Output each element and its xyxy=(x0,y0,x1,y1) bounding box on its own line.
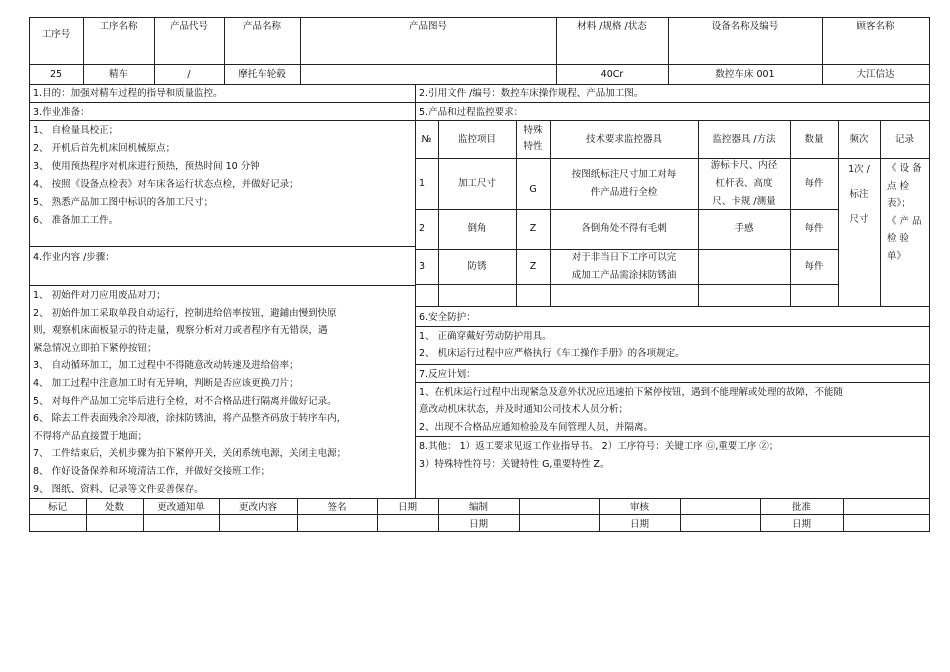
table-rule xyxy=(300,17,301,85)
table-rule xyxy=(556,17,557,85)
table-rule xyxy=(415,326,930,327)
monitor-row-no: 2 xyxy=(419,223,426,234)
monitor-row-tech: 各倒角处不得有毛刺 xyxy=(581,223,667,234)
header-label-4: 产品图号 xyxy=(408,21,447,32)
footer-label-8: 批准 xyxy=(791,502,811,513)
section1-title: 1.目的：加强对精车过程的指导和质量监控。 xyxy=(33,88,223,99)
monitor-row-tech: 对于非当日下工序可以完 成加工产品需涂抹防锈油 xyxy=(571,251,677,281)
list-item: 3、 自动循环加工，加工过程中不得随意改动转速及进给倍率； xyxy=(33,360,299,372)
table-rule xyxy=(224,17,225,85)
monitor-row-qty: 每件 xyxy=(804,177,824,189)
list-item: 紧急情况立即拍下紧停按钮； xyxy=(33,342,157,354)
section7-item: 2、出现不合格品应通知检验及车间管理人员，并隔离。 xyxy=(419,422,654,433)
table-rule xyxy=(668,17,669,85)
list-item: 7、 工件结束后，关机步骤为拍下紧停开关，关闭系统电源，关闭主电源； xyxy=(33,448,347,460)
section4-title: 4.作业内容 /步骤： xyxy=(33,252,115,263)
section7-item: 1、在机床运行过程中出现紧急及意外状况应迅速拍下紧停按钮，遇到不能理解或处理的故障，不能随 xyxy=(419,387,844,398)
table-rule xyxy=(29,514,930,515)
list-item: 1、 自检量具校正； xyxy=(33,125,119,136)
header-value-2: / xyxy=(187,69,191,80)
header-label-5: 材料 /规格 /状态 xyxy=(577,21,647,32)
table-rule xyxy=(843,498,844,532)
table-rule xyxy=(29,246,416,247)
table-rule xyxy=(929,17,930,532)
table-rule xyxy=(438,120,439,307)
header-label-6: 设备名称及编号 xyxy=(711,21,779,32)
header-label-3: 产品名称 xyxy=(242,21,281,32)
section3-title: 3.作业准备： xyxy=(33,107,90,118)
list-item: 2、 初始件加工采取单段自动运行，控制进给倍率按钮，避鋪由慢到快原 xyxy=(33,307,337,319)
header-value-3: 摩托车轮毂 xyxy=(238,69,286,80)
table-rule xyxy=(415,364,930,365)
list-item: 6、 除去工件表面残余冷却液，涂抹防锈油，将产品整齐码放于转序车内， xyxy=(33,413,347,425)
list-item: 8、 作好设备保养和环境清洁工作，并做好交接班工作； xyxy=(33,465,271,477)
list-item: 4、 按照《设备点检表》对车床各运行状态点检，并做好记录； xyxy=(33,179,299,190)
footer-label-0: 标记 xyxy=(47,502,67,513)
footer-label-6: 编制 xyxy=(468,502,488,513)
monitor-row-tech: 按图纸标注尺寸加工对每 件产品进行全检 xyxy=(571,168,677,198)
monitor-col-2: 特殊 特性 xyxy=(523,125,543,152)
monitor-row-no: 3 xyxy=(419,260,426,272)
table-rule xyxy=(29,285,416,286)
monitor-row-no: 1 xyxy=(419,177,426,189)
header-label-7: 顾客名称 xyxy=(856,21,895,32)
list-item: 4、 加工过程中注意加工时有无异响，判断是否应该更换刀片； xyxy=(33,377,299,389)
list-item: 1、 初始件对刀应用废品对刀； xyxy=(33,290,166,301)
monitor-row-special: Z xyxy=(529,260,537,272)
header-value-7: 大江信达 xyxy=(856,69,895,80)
footer-date-label: 日期 xyxy=(791,519,811,530)
list-item: 5、 对每件产品加工完毕后进行全检，对不合格品进行隔离并做好记录。 xyxy=(33,395,337,407)
header-label-process-no: 工序号 xyxy=(41,29,71,40)
footer-label-4: 签名 xyxy=(327,502,347,513)
table-rule xyxy=(29,531,930,532)
footer-date-label: 日期 xyxy=(629,519,649,530)
section4-list xyxy=(33,287,413,498)
monitor-row-special: G xyxy=(529,183,537,195)
footer-date-label: 日期 xyxy=(468,519,488,530)
monitor-frequency: 1次 / 标注 尺寸 xyxy=(848,164,870,225)
footer-label-2: 更改通知单 xyxy=(157,502,205,513)
list-item: 5、 熟悉产品加工图中标识的各加工尺寸； xyxy=(33,197,214,208)
table-rule xyxy=(29,102,930,103)
section6-item: 2、 机床运行过程中应严格执行《车工操作手册》的各项规定。 xyxy=(419,348,685,359)
list-item: 9、 图纸、资料、记录等文件妥善保存。 xyxy=(33,483,204,495)
table-rule xyxy=(29,17,930,18)
header-label-2: 产品代号 xyxy=(169,21,208,32)
section3-list xyxy=(33,122,413,230)
section2-title: 2.引用文件 /编号：数控车床操作规程、产品加工图。 xyxy=(419,88,644,99)
monitor-col-1: 监控项目 xyxy=(457,134,496,145)
header-value-4 xyxy=(302,68,554,82)
footer-label-1: 处数 xyxy=(104,502,124,513)
table-rule xyxy=(415,306,930,307)
table-rule xyxy=(415,120,416,307)
monitor-row-special: Z xyxy=(529,223,537,234)
monitor-row-item: 防锈 xyxy=(467,260,487,272)
section7-title: 7.反应计划： xyxy=(419,369,476,380)
table-rule xyxy=(29,17,30,532)
section5-title: 5.产品和过程监控要求： xyxy=(419,107,524,118)
header-value-1: 精车 xyxy=(108,69,128,80)
table-rule xyxy=(680,498,681,532)
table-rule xyxy=(519,498,520,532)
table-rule xyxy=(698,120,699,307)
footer-label-3: 更改内容 xyxy=(238,502,277,513)
monitor-row-item: 倒角 xyxy=(467,223,487,234)
monitor-col-4: 监控器具 /方法 xyxy=(712,134,776,145)
list-item: 不得将产品直接置于地面； xyxy=(33,430,148,442)
table-rule xyxy=(29,120,416,121)
monitor-col-3: 技术要求监控器具 xyxy=(585,134,662,145)
list-item: 则，观察机床面板显示的待走量，观察分析对刀或者程序有无错误，遇 xyxy=(33,325,328,337)
footer-label-7: 审核 xyxy=(629,502,649,513)
monitor-col-7: 记录 xyxy=(894,134,914,145)
list-item: 2、 开机后首先机床回机械原点； xyxy=(33,143,176,154)
monitor-record: 《 设 备 点 检 表》； 《 产 品 检 验 单》 xyxy=(887,163,922,262)
table-rule xyxy=(415,382,930,383)
table-rule xyxy=(29,498,930,499)
table-rule xyxy=(29,64,930,65)
monitor-row-tool: 游标卡尺、内径 杠杆表、高度 尺、卡规 /测量 xyxy=(710,159,778,207)
monitor-row-tool: 手感 xyxy=(734,223,754,234)
monitor-col-5: 数量 xyxy=(804,134,824,145)
section8-line: 3）特殊特性符号：关键特性 G,重要特性 Z。 xyxy=(419,459,610,470)
header-label-1: 工序名称 xyxy=(99,21,138,32)
section6-title: 6.安全防护： xyxy=(419,312,476,323)
monitor-row-tool xyxy=(699,258,789,276)
table-rule xyxy=(154,17,155,85)
monitor-row-qty: 每件 xyxy=(804,260,824,272)
table-rule xyxy=(415,120,930,121)
table-rule xyxy=(822,17,823,85)
monitor-col-0: № xyxy=(421,134,432,145)
table-rule xyxy=(415,158,930,159)
section7-item: 意改动机床状态，并及时通知公司技术人员分析； xyxy=(419,404,629,415)
section6-item: 1、 正确穿戴好劳动防护用具。 xyxy=(419,331,552,342)
header-value-6: 数控车床 001 xyxy=(715,69,775,80)
table-rule xyxy=(29,84,930,85)
section8-line: 8.其他： 1）返工要求见返工作业指导书。 2）工序符号：关键工序 Ⓖ,重要工序 Ⓩ； xyxy=(419,441,779,452)
list-item: 6、 准备加工工件。 xyxy=(33,215,119,226)
table-rule xyxy=(880,120,881,307)
header-value-0: 25 xyxy=(49,69,63,80)
monitor-row-qty: 每件 xyxy=(804,223,824,234)
header-value-5: 40Cr xyxy=(600,69,624,80)
monitor-col-6: 频次 xyxy=(849,134,869,145)
footer-label-5: 日期 xyxy=(397,502,417,513)
table-rule xyxy=(790,120,791,307)
monitor-row-item: 加工尺寸 xyxy=(457,177,496,189)
list-item: 3、 使用预热程序对机床进行预热，预热时间 10 分钟 xyxy=(33,161,260,172)
table-rule xyxy=(415,436,930,437)
table-rule xyxy=(83,17,84,85)
